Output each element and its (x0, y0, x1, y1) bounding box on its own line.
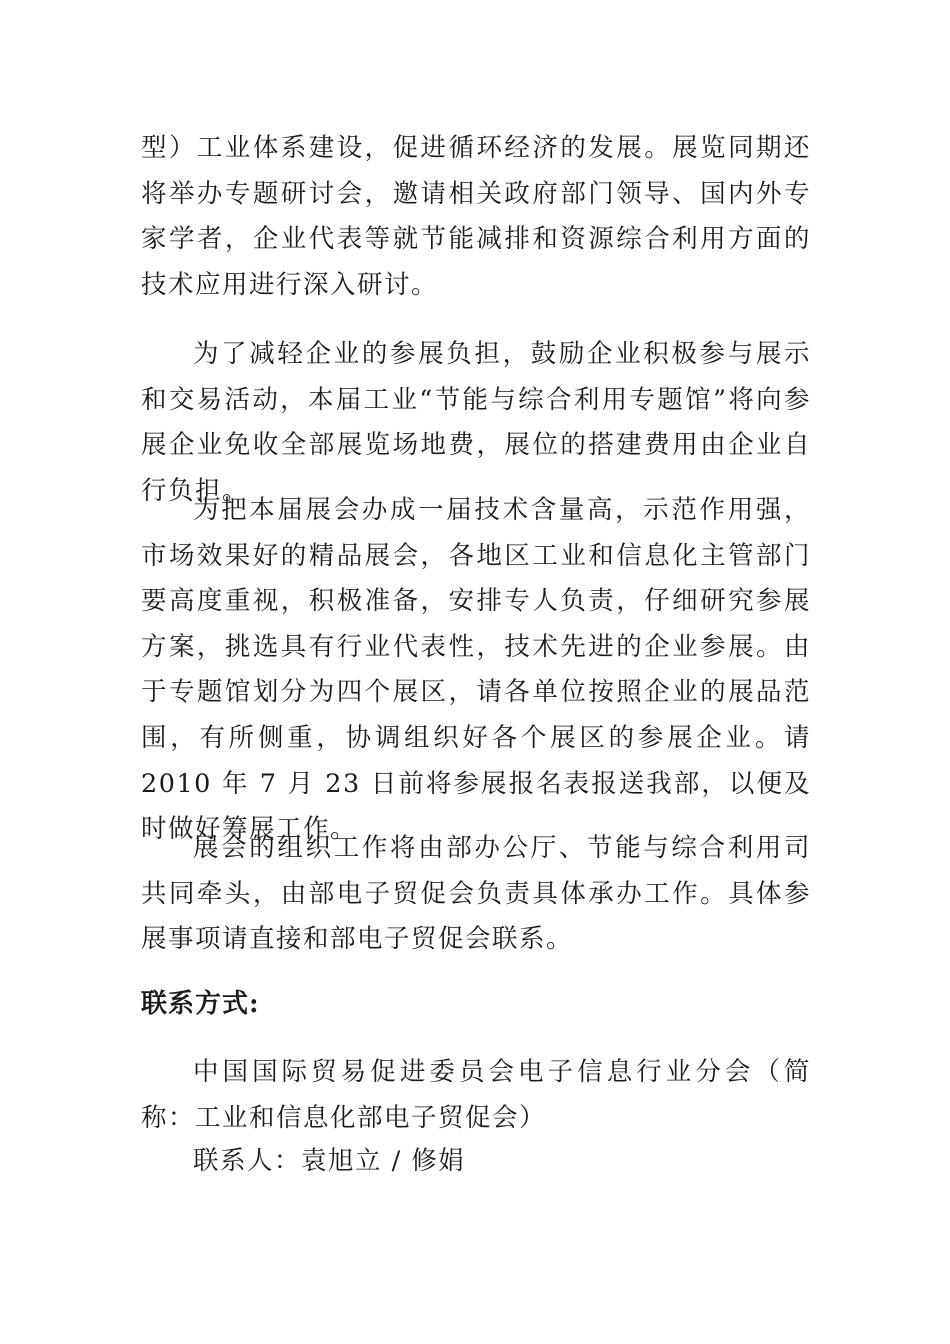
contact-heading: 联系方式: (141, 989, 260, 1019)
contact-organization: 中国国际贸易促进委员会电子信息行业分会（简称：工业和信息化部电子贸促会） (141, 1057, 811, 1133)
paragraph-preparation-requirements: 为把本届展会办成一届技术含量高，示范作用强，市场效果好的精品展会，各地区工业和信息化主管部门要高度重视，积极准备，安排专人负责，仔细研究参展方案，挑选具有行业代表性，技术先进的企业参展。由于专题馆划分为四个展区，请各单位按照企业的展品范围，有所侧重，协调组织好各个展区的参展企业。请 2010 年 7 月 23 日前将参展报名表报送我部，以便及时做好筹展工作。 (141, 495, 811, 845)
paragraph-fee-exemption: 为了减轻企业的参展负担，鼓励企业积极参与展示和交易活动，本届工业“节能与综合利用专题馆”将向参展企业免收全部展览场地费，展位的搭建费用由企业自行负担。 (141, 339, 811, 506)
paragraph-organization-work: 展会的组织工作将由部办公厅、节能与综合利用司共同牵头，由部电子贸促会负责具体承办工作。具体参展事项请直接和部电子贸促会联系。 (141, 833, 811, 955)
paragraph-exhibition-overview: 型）工业体系建设，促进循环经济的发展。展览同期还将举办专题研讨会，邀请相关政府部门领导、国内外专家学者，企业代表等就节能减排和资源综合利用方面的技术应用进行深入研讨。 (141, 133, 811, 300)
contact-person: 联系人：袁旭立 / 修娟 (193, 1146, 466, 1176)
